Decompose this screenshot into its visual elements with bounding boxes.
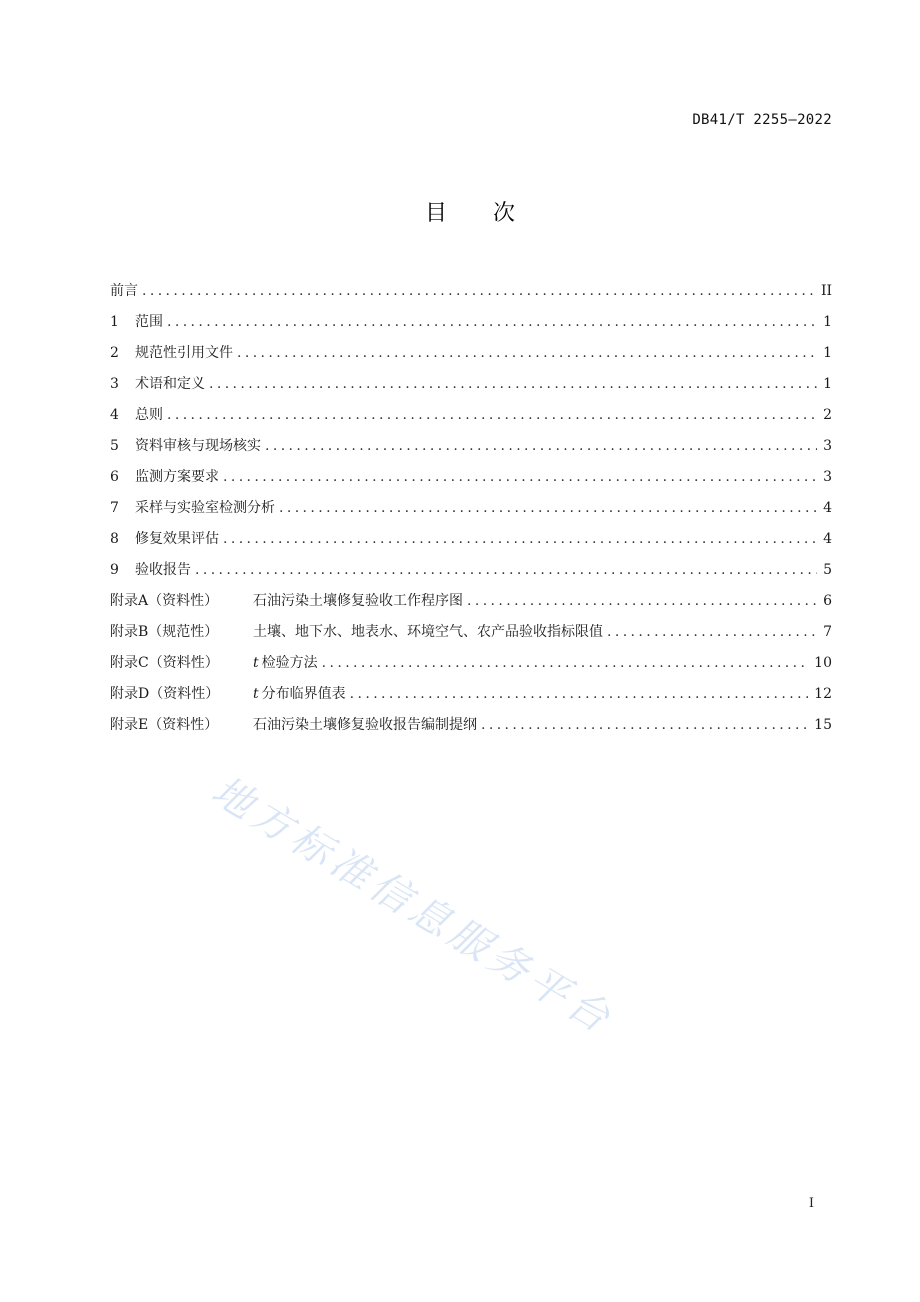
toc-number: 7: [110, 500, 119, 516]
dot-leader: [467, 589, 817, 613]
document-code: DB41/T 2255—2022: [692, 112, 832, 128]
toc-page: 10: [814, 655, 832, 671]
toc-label: 采样与实验室检测分析: [135, 500, 275, 516]
toc-entry-8[interactable]: [110, 527, 832, 558]
toc-number: 3: [110, 376, 119, 392]
toc-page: 3: [823, 469, 832, 485]
toc-label: 土壤、地下水、地表水、环境空气、农产品验收指标限值: [253, 624, 603, 640]
toc-page: 12: [814, 686, 832, 702]
toc-page: 4: [823, 500, 832, 516]
toc-label: 总则: [135, 407, 163, 423]
toc-label: 范围: [135, 314, 163, 330]
toc-number: 2: [110, 345, 119, 361]
toc-page: 4: [823, 531, 832, 547]
dot-leader: [142, 279, 815, 303]
toc-number: 5: [110, 438, 119, 454]
dot-leader: [195, 558, 817, 582]
toc-entry-foreword[interactable]: [110, 279, 832, 310]
toc-page: 1: [823, 314, 832, 330]
toc-number: 6: [110, 469, 119, 485]
toc-entry-1[interactable]: [110, 310, 832, 341]
dot-leader: [481, 713, 808, 737]
dot-leader: [322, 651, 809, 675]
toc-page: 15: [814, 717, 832, 733]
toc-entry-6[interactable]: [110, 465, 832, 496]
dot-leader: [607, 620, 817, 644]
toc-page: 1: [823, 345, 832, 361]
toc-entry-5[interactable]: [110, 434, 832, 465]
toc-label: 资料审核与现场核实: [135, 438, 261, 454]
toc-entry-9[interactable]: [110, 558, 832, 589]
italic-symbol: t: [253, 686, 259, 702]
toc-entry-4[interactable]: [110, 403, 832, 434]
toc-label: 修复效果评估: [135, 531, 219, 547]
toc-entry-appendix-e[interactable]: [110, 713, 832, 744]
dot-leader: [265, 434, 817, 458]
toc-label: 术语和定义: [135, 376, 205, 392]
toc-label: 验收报告: [135, 562, 191, 578]
title-char-2: 次: [493, 201, 516, 226]
toc-number: 1: [110, 314, 119, 330]
dot-leader: [237, 341, 817, 365]
dot-leader: [279, 496, 817, 520]
dot-leader: [209, 372, 817, 396]
page-number: I: [808, 1196, 814, 1211]
appendix-prefix: 附录B（规范性）: [110, 624, 219, 640]
toc-number: 4: [110, 407, 119, 423]
toc-entry-appendix-a[interactable]: [110, 589, 832, 620]
title-char-1: 目: [424, 201, 447, 226]
watermark: 地方标准信息服务平台: [203, 767, 622, 1045]
toc-label: 石油污染土壤修复验收报告编制提纲: [253, 717, 477, 733]
page-title: [0, 196, 920, 227]
appendix-prefix: 附录D（资料性）: [110, 686, 220, 702]
toc-label: 监测方案要求: [135, 469, 219, 485]
toc-page: 2: [823, 407, 832, 423]
toc-entry-appendix-d[interactable]: [110, 682, 832, 713]
toc-page: 7: [823, 624, 832, 640]
toc-label: 石油污染土壤修复验收工作程序图: [253, 593, 463, 609]
dot-leader: [167, 403, 817, 427]
toc-number: 8: [110, 531, 119, 547]
toc-label: 检验方法: [261, 655, 318, 671]
toc-page: II: [820, 283, 832, 299]
toc-entry-appendix-c[interactable]: [110, 651, 832, 682]
toc-page: 6: [823, 593, 832, 609]
appendix-prefix: 附录E（资料性）: [110, 717, 219, 733]
dot-leader: [223, 527, 817, 551]
toc-page: 1: [823, 376, 832, 392]
toc-entry-3[interactable]: [110, 372, 832, 403]
dot-leader: [223, 465, 817, 489]
toc-entry-2[interactable]: [110, 341, 832, 372]
dot-leader: [167, 310, 817, 334]
toc-page: 3: [823, 438, 832, 454]
toc-label: 分布临界值表: [261, 686, 346, 702]
table-of-contents: [110, 279, 832, 744]
toc-entry-appendix-b[interactable]: [110, 620, 832, 651]
toc-number: 9: [110, 562, 119, 578]
toc-label: 规范性引用文件: [135, 345, 233, 361]
toc-entry-7[interactable]: [110, 496, 832, 527]
appendix-prefix: 附录C（资料性）: [110, 655, 219, 671]
appendix-prefix: 附录A（资料性）: [110, 593, 219, 609]
toc-label: 前言: [110, 283, 138, 299]
dot-leader: [350, 682, 809, 706]
italic-symbol: t: [253, 655, 259, 671]
toc-page: 5: [823, 562, 832, 578]
